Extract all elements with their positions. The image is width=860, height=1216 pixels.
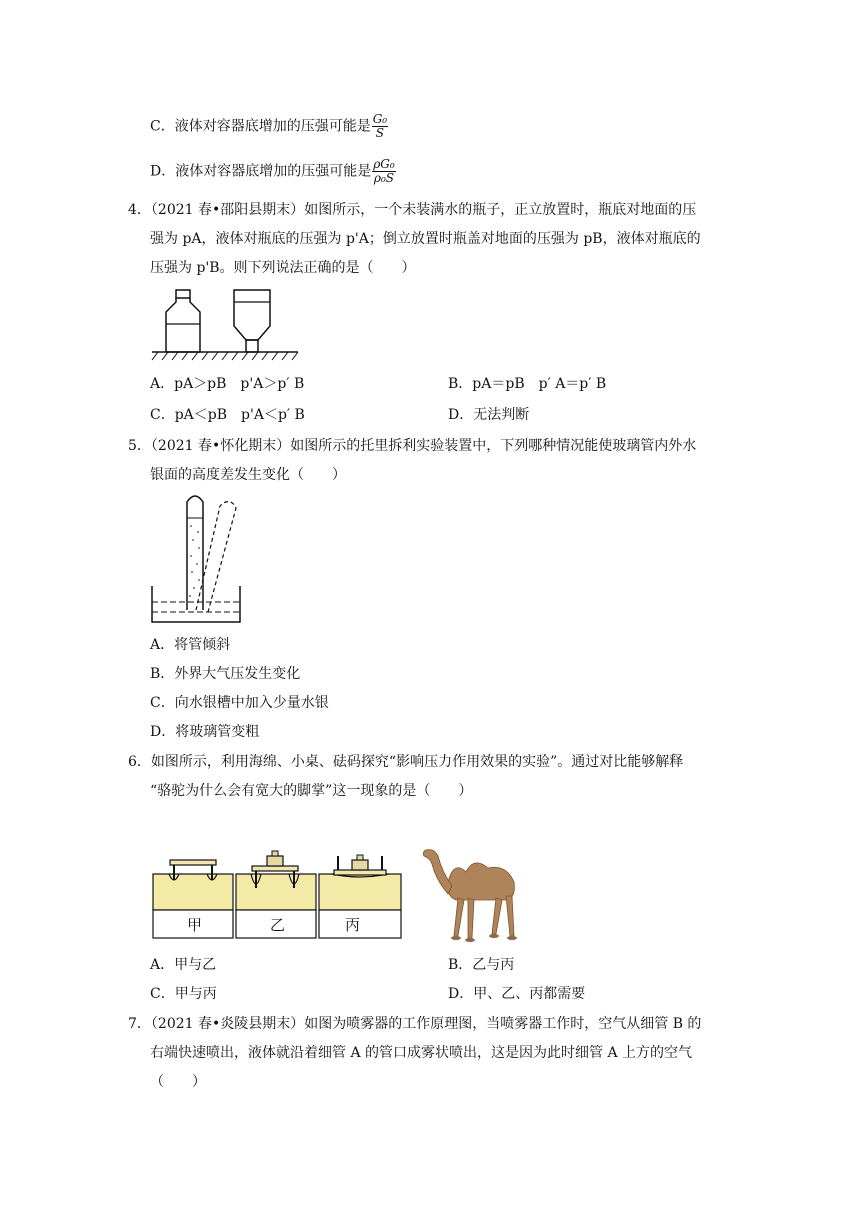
fraction-numerator: ρG₀ bbox=[373, 157, 395, 171]
fraction-numerator: G₀ bbox=[372, 112, 388, 126]
q5-option-d[interactable]: D．将玻璃管变粗 bbox=[150, 724, 260, 740]
q7-stem-line3: （ ） bbox=[150, 1074, 206, 1090]
q4-option-b[interactable]: B．pA＝pB p′ A＝p′ B bbox=[448, 376, 607, 392]
q4-bottle-figure bbox=[150, 288, 300, 363]
q5-torricelli-figure bbox=[150, 492, 242, 624]
figure-label-jia: 甲 bbox=[187, 916, 203, 934]
fraction-denominator: ρ₀S bbox=[373, 171, 394, 185]
q6-option-c[interactable]: C．甲与丙 bbox=[150, 986, 217, 1002]
q6-option-d[interactable]: D．甲、乙、丙都需要 bbox=[448, 986, 586, 1002]
q5-option-a[interactable]: A．将管倾斜 bbox=[150, 637, 231, 653]
q7-stem-line1: 7．（2021 春•炎陵县期末）如图为喷雾器的工作原理图，当喷雾器工作时，空气从细管 B 的 bbox=[128, 1016, 702, 1032]
q4-stem-line1: 4．（2021 春•邵阳县期末）如图所示，一个未装满水的瓶子，正立放置时，瓶底对地面的压 bbox=[128, 202, 697, 218]
figure-label-yi: 乙 bbox=[270, 916, 286, 934]
q3-option-d[interactable] bbox=[150, 158, 396, 185]
q6-stem-line1: 6．如图所示，利用海绵、小桌、砝码探究“影响压力作用效果的实验”。通过对比能够解释 bbox=[128, 754, 684, 770]
q3-option-d-fraction bbox=[372, 158, 395, 185]
q7-stem-line2: 右端快速喷出，液体就沿着细管 A 的管口成雾状喷出，这是因为此时细管 A 上方的空气 bbox=[150, 1045, 693, 1061]
q4-stem-line3: 压强为 p'B。则下列说法正确的是（ ） bbox=[150, 260, 416, 276]
q6-option-b[interactable]: B．乙与丙 bbox=[448, 957, 515, 973]
fraction-denominator: S bbox=[375, 126, 385, 140]
q4-stem-line2: 强为 pA，液体对瓶底的压强为 p'A；倒立放置时瓶盖对地面的压强为 pB，液体对瓶底的 bbox=[150, 231, 701, 247]
q6-option-a[interactable]: A．甲与乙 bbox=[150, 957, 217, 973]
q5-stem-line1: 5．（2021 春•怀化期末）如图所示的托里拆利实验装置中，下列哪种情况能使玻璃管内外水 bbox=[128, 438, 697, 454]
q4-option-c[interactable]: C．pA＜pB p'A＜p′ B bbox=[150, 407, 305, 423]
q5-option-b[interactable]: B．外界大气压发生变化 bbox=[150, 666, 301, 682]
figure-label-bing: 丙 bbox=[345, 916, 361, 934]
q4-option-a[interactable]: A．pA＞pB p'A＞p′ B bbox=[150, 376, 305, 392]
q3-option-c-label: C．液体对容器底增加的压强可能是 bbox=[150, 118, 371, 135]
q4-option-d[interactable]: D．无法判断 bbox=[448, 407, 530, 423]
q3-option-c[interactable] bbox=[150, 113, 388, 140]
q5-stem-line2: 银面的高度差发生变化（ ） bbox=[150, 467, 346, 483]
q3-option-c-fraction bbox=[372, 113, 388, 140]
q6-stem-line2: “骆驼为什么会有宽大的脚掌”这一现象的是（ ） bbox=[150, 783, 473, 799]
q3-option-d-label: D．液体对容器底增加的压强可能是 bbox=[150, 163, 372, 180]
q5-option-c[interactable]: C．向水银槽中加入少量水银 bbox=[150, 695, 329, 711]
camel-image bbox=[418, 838, 528, 946]
